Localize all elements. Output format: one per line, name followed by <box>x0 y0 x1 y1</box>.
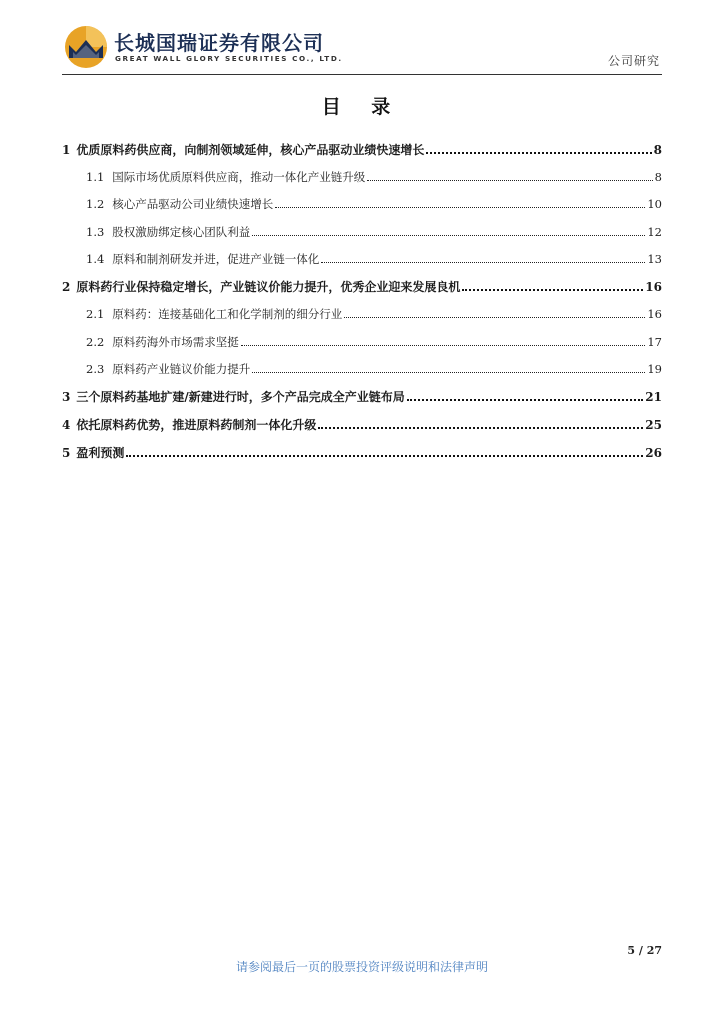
toc-entry-number: 1.4 <box>86 252 105 266</box>
toc-entry-title: 原料和制剂研发并进，促进产业链一体化 <box>112 252 320 266</box>
toc-entry-title: 原料药海外市场需求坚挺 <box>112 335 239 349</box>
toc-entry-number: 2.1 <box>86 307 105 321</box>
toc-entry-title: 三个原料药基地扩建/新建进行时，多个产品完成全产业链布局 <box>76 390 405 404</box>
page-header <box>62 22 662 74</box>
toc-entry-title: 依托原料药优势，推进原料药制剂一体化升级 <box>76 418 317 432</box>
toc-entry-number: 4 <box>62 418 71 432</box>
toc-dot-leader <box>462 289 643 291</box>
toc-entry-number: 2 <box>62 280 71 294</box>
toc-entry[interactable] <box>62 275 662 295</box>
toc-entry[interactable] <box>62 138 662 158</box>
toc-entry-number: 1.1 <box>86 170 105 184</box>
toc-entry-page: 12 <box>647 225 662 239</box>
company-name-en: GREAT WALL GLORY SECURITIES CO., LTD. <box>115 54 343 63</box>
toc-entry-number: 1 <box>62 143 71 157</box>
toc-entry-number: 2.3 <box>86 362 105 376</box>
toc-entry-title: 股权激励绑定核心团队利益 <box>112 225 251 239</box>
company-name-cn: 长城国瑞证券有限公司 <box>114 31 324 55</box>
toc-dot-leader <box>275 207 645 208</box>
toc-entry[interactable] <box>62 441 662 461</box>
toc-entry-page: 10 <box>647 197 662 211</box>
toc-dot-leader <box>367 180 652 181</box>
toc-dot-leader <box>252 235 645 236</box>
toc-entry-page: 21 <box>645 390 662 404</box>
toc-dot-leader <box>321 262 645 263</box>
toc-title: 目 录 <box>321 96 403 118</box>
great-wall-glory-logo-icon <box>64 25 108 69</box>
toc-entry-page: 25 <box>645 418 662 432</box>
header-divider <box>62 74 662 75</box>
toc-dot-leader <box>126 455 643 457</box>
toc-entry[interactable] <box>62 385 662 405</box>
toc-entry-number: 5 <box>62 446 71 460</box>
toc-entry-page: 8 <box>653 143 662 157</box>
toc-dot-leader <box>252 372 645 373</box>
toc-entry-number: 2.2 <box>86 335 105 349</box>
toc-entry[interactable] <box>62 357 662 377</box>
toc-entry[interactable] <box>62 192 662 212</box>
toc-entry-page: 8 <box>654 170 662 184</box>
toc-entry[interactable] <box>62 247 662 267</box>
toc-entry-page: 26 <box>645 446 662 460</box>
toc-dot-leader <box>344 317 645 318</box>
toc-entry-title: 原料药：连接基础化工和化学制剂的细分行业 <box>112 307 343 321</box>
toc-dot-leader <box>318 427 643 429</box>
toc-entry-page: 17 <box>647 335 662 349</box>
toc-entry-title: 国际市场优质原料供应商，推动一体化产业链升级 <box>112 170 366 184</box>
toc-entry[interactable] <box>62 220 662 240</box>
toc-entry-number: 1.2 <box>86 197 105 211</box>
toc-entry[interactable] <box>62 165 662 185</box>
toc-entry-title: 优质原料药供应商，向制剂领域延伸，核心产品驱动业绩快速增长 <box>76 143 425 157</box>
page-number: 5 / 27 <box>627 944 662 957</box>
toc-entry-title: 核心产品驱动公司业绩快速增长 <box>112 197 274 211</box>
toc-entry-page: 13 <box>647 252 662 266</box>
toc-entry-title: 盈利预测 <box>76 446 125 460</box>
toc-entry-page: 19 <box>647 362 662 376</box>
toc-entry-title: 原料药产业链议价能力提升 <box>112 362 251 376</box>
toc-entry-page: 16 <box>647 307 662 321</box>
toc-entry-number: 3 <box>62 390 71 404</box>
toc-dot-leader <box>407 399 644 401</box>
document-type-label: 公司研究 <box>607 54 660 68</box>
toc-entry-number: 1.3 <box>86 225 105 239</box>
disclaimer-note[interactable]: 请参阅最后一页的股票投资评级说明和法律声明 <box>235 960 488 974</box>
toc-entry[interactable] <box>62 302 662 322</box>
toc-dot-leader <box>241 345 646 346</box>
toc-entry[interactable] <box>62 330 662 350</box>
toc-entry-page: 16 <box>645 280 662 294</box>
toc-entry-title: 原料药行业保持稳定增长，产业链议价能力提升，优秀企业迎来发展良机 <box>76 280 461 294</box>
toc-entry[interactable] <box>62 413 662 433</box>
toc-dot-leader <box>426 152 651 154</box>
